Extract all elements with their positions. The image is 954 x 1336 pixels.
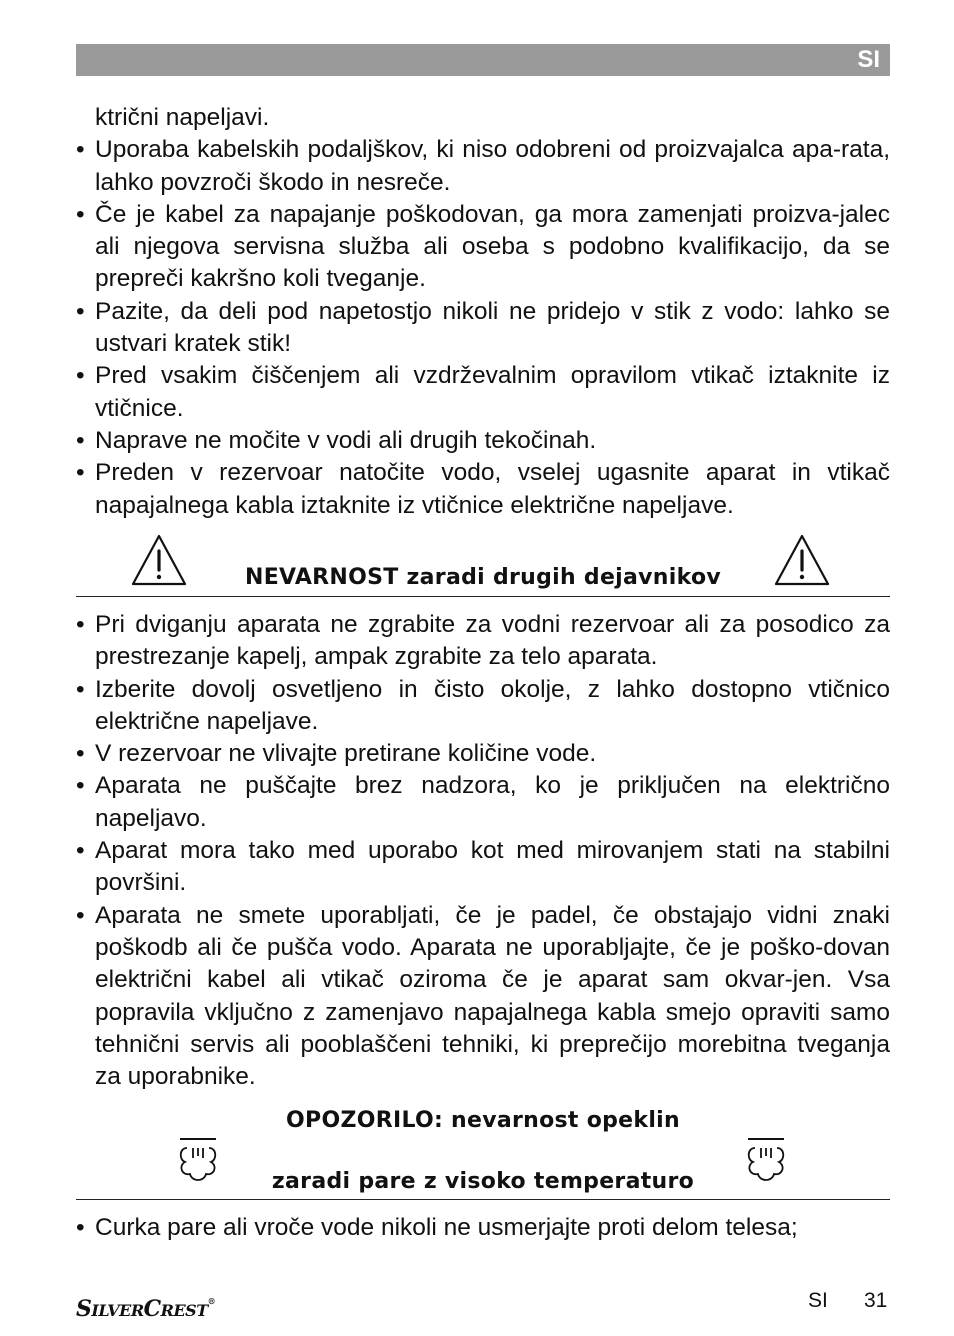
bullet-icon: • [76,837,85,865]
list-item: • Aparata ne puščajte brez nadzora, ko je priključen na električno napeljavo. [76,772,890,832]
continuation-text: ktrični napeljavi. [95,104,270,131]
bullet-icon: • [76,675,85,703]
list-item: • Naprave ne močite v vodi ali drugih tekočinah. [76,425,890,457]
list-item: • Pri dviganju aparata ne zgrabite za vodni rezervoar ali za posodico za prestrezanje kapelj, ampak zgrabite za telo aparata. [76,611,890,671]
heading-burn-warning-line1: OPOZORILO: nevarnost opeklin [286,1108,680,1133]
list-item: • Preden v rezervoar natočite vodo, vselej ugasnite aparat in vtikač napajalnega kabla iztaknite iz vtičnice električne napeljave. [76,459,890,519]
bullet-icon: • [76,611,85,638]
list-item: • V rezervoar ne vlivajte pretirane količine vode. [76,738,890,770]
list-item: • Uporaba kabelskih podaljškov, ki niso odobreni od proizvajalca apa-rata, lahko povzroči škodo in nesreče. [76,136,890,196]
bullet-icon: • [76,136,85,164]
bullet-icon: • [76,740,85,768]
list-item: • Izberite dovolj osvetljeno in čisto okolje, z lahko dostopno vtičnico električne napeljave. [76,675,890,735]
section-divider [76,596,890,597]
section-electrical-safety [76,102,890,522]
section-other-hazards [76,609,890,1093]
heading-other-hazards: NEVARNOST zaradi drugih dejavnikov [244,565,722,590]
bullet-icon: • [76,362,85,390]
list-item: • Aparat mora tako med uporabo kot med mirovanjem stati na stabilni površini. [76,837,890,897]
bullet-icon: • [76,200,85,228]
section-divider [76,1199,890,1200]
page-number: 31 [864,1289,888,1312]
bullet-icon: • [76,772,85,800]
bullet-icon: • [76,426,85,454]
list-item: • Curka pare ali vroče vode nikoli ne usmerjajte proti delom telesa; [76,1212,890,1244]
bullet-icon: • [76,1214,85,1241]
heading-burn-warning-line2: zaradi pare z visoko temperaturo [271,1169,695,1194]
warning-triangle-icon [773,533,831,587]
bullet-icon: • [76,901,85,929]
list-item: • Pred vsakim čiščenjem ali vzdrževalnim opravilom vtikač iztaknite iz vtičnice. [76,362,890,422]
bullet-icon: • [76,297,85,325]
list-item: • Aparata ne smete uporabljati, če je padel, če obstajajo vidni znaki poškodb ali če pušča vodo. Aparata ne uporabljajte, če je poško-dovan električni kabel ali vtikač oziroma če je aparat sam okvar-jen. Vsa popravila vključno z zamenjavo napajalnega kabla smejo opraviti samo tehnični servis ali pooblaščeni tehniki, ki preprečijo morebitna tveganja za uporabnike. [76,901,890,1091]
silvercrest-logo: SILVERCREST® [76,1296,216,1322]
header-language-label: SI [857,46,880,73]
footer-language-label: SI [808,1289,828,1312]
hot-steam-icon [744,1136,788,1190]
list-item: • Če je kabel za napajanje poškodovan, ga mora zamenjati proizva-jalec ali njegova servisna služba ali oseba s podobno kvalifikacijo, da se prepreči kakršno koli tveganje. [76,200,890,293]
section-steam-hazards [76,1212,890,1244]
list-item: • Pazite, da deli pod napetostjo nikoli ne pridejo v stik z vodo: lahko se ustvari kratek stik! [76,297,890,358]
bullet-icon: • [76,459,85,487]
header-bar [76,44,890,76]
